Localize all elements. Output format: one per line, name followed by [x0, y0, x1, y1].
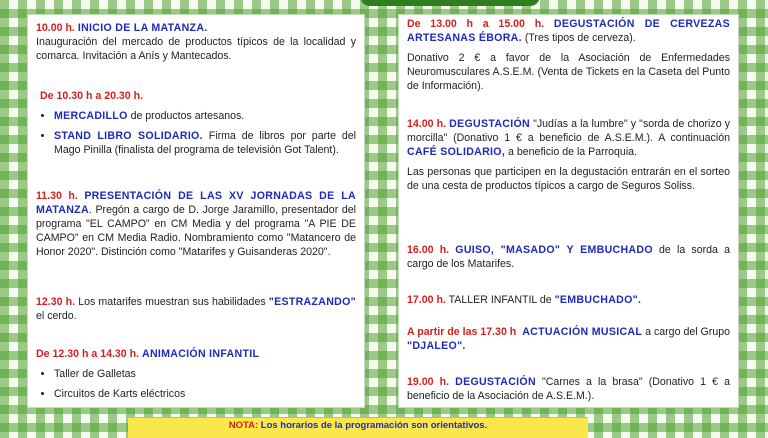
event-time: De 12.30 h a 14.30 h.	[36, 348, 140, 360]
event-degustacion-2	[399, 375, 738, 403]
event-time: De 10.30 h a 20.30 h.	[40, 90, 144, 102]
note-text: Los horarios de la programación son orientativos.	[258, 420, 488, 431]
event-title: STAND LIBRO SOLIDARIO.	[54, 130, 203, 142]
schedule-note	[128, 417, 588, 438]
event-time: 14.00 h.	[407, 118, 447, 130]
event-text: "Judías a la lumbre" y "sorda de chorizo y morcilla" (Donativo 1 € a beneficio de A.S.E.M.). A continuación	[407, 118, 731, 144]
note-label: NOTA:	[228, 420, 259, 431]
event-text: a cargo del Grupo	[642, 326, 730, 338]
event-text: de productos artesanos.	[127, 110, 245, 122]
event-title: DEGUSTACIÓN	[455, 376, 536, 388]
event-text: Inauguración del mercado de productos típicos de la localidad y comarca. Invitación a Anís y Mantecados.	[36, 36, 356, 62]
event-title: "DJALEO".	[407, 340, 466, 352]
event-text: TALLER INFANTIL de	[445, 294, 555, 306]
event-title: ANIMACIÓN INFANTIL	[142, 348, 260, 360]
event-time: A partir de las 17.30 h	[407, 326, 517, 338]
event-presentacion	[28, 189, 364, 259]
event-cervezas	[399, 17, 738, 93]
event-time: 12.30 h.	[36, 296, 76, 308]
event-text: de la sorda a cargo de los Matarifes.	[407, 244, 730, 270]
event-title: MERCADILLO	[54, 110, 128, 122]
event-title: DEGUSTACIÓN	[449, 118, 530, 130]
event-title: CAFÉ SOLIDARIO,	[407, 146, 506, 158]
event-title: ACTUACIÓN MUSICAL	[522, 326, 643, 338]
event-estrazando	[28, 295, 364, 323]
event-mercadillo	[28, 89, 364, 163]
list-item	[54, 109, 356, 123]
event-inicio	[28, 21, 364, 63]
header-tab	[360, 0, 540, 6]
event-text: el cerdo.	[36, 310, 77, 322]
event-text: Donativo 2 € a favor de la Asociación de Enfermedades Neuromusculares A.S.E.M. (Venta de Tickets en la Caseta del Punto de Información).	[407, 52, 730, 92]
event-text: Las personas que participen en la degustación entrarán en el sorteo de una cesta de productos típicos a cargo de Seguros Soliss.	[407, 166, 730, 192]
event-note: (Tres tipos de cerveza).	[521, 32, 636, 44]
event-guiso	[399, 243, 738, 271]
event-title: "EMBUCHADO".	[554, 294, 642, 306]
event-text: "Carnes a la brasa" (Donativo 1 € a beneficio de la Asociación de A.S.E.M.).	[407, 376, 730, 402]
event-time: 17.00 h.	[407, 294, 446, 306]
event-title: "ESTRAZANDO"	[268, 296, 356, 308]
event-title: DEGUSTACIÓN DE CERVEZAS ARTESANAS ÉBORA.	[407, 18, 730, 44]
event-title: INICIO DE LA MATANZA.	[77, 22, 208, 34]
event-text: Los matarifes muestran sus habilidades	[75, 296, 269, 308]
event-degustacion-1	[399, 117, 738, 193]
event-time: De 13.00 h a 15.00 h.	[407, 18, 545, 30]
event-time: 11.30 h.	[36, 190, 78, 202]
list-item: • Taller de Galletas	[54, 367, 356, 381]
event-animacion	[28, 347, 364, 407]
left-program-panel	[27, 14, 365, 408]
event-text: . Pregón a cargo de D. Jorge Jaramillo, presentador del programa "EL CAMPO" en CM Media y del programa "A PIE DE CAMPO" en CM Media Radio. Nombramiento como "Matancero de Honor 2020". Distinción como "Matarifes y Guisanderas 2020".	[36, 204, 356, 258]
list-item: • Circuitos de Karts eléctricos	[54, 387, 356, 401]
right-program-panel	[398, 14, 739, 408]
event-time: 16.00 h.	[407, 244, 450, 256]
event-taller	[399, 293, 738, 307]
event-time: 10.00 h.	[36, 22, 75, 34]
list-item	[54, 129, 356, 157]
event-title: PRESENTACIÓN DE LAS XV JORNADAS DE LA MATANZA	[36, 190, 356, 216]
event-text: a beneficio de la Parroquia.	[505, 146, 638, 158]
event-time: 19.00 h.	[407, 376, 450, 388]
event-actuacion	[399, 325, 738, 353]
event-text: Firma de libros por parte del Mago Pinilla (finalista del programa de televisión Got Talent).	[54, 130, 356, 156]
event-title: GUISO, "MASADO" Y EMBUCHADO	[455, 244, 653, 256]
